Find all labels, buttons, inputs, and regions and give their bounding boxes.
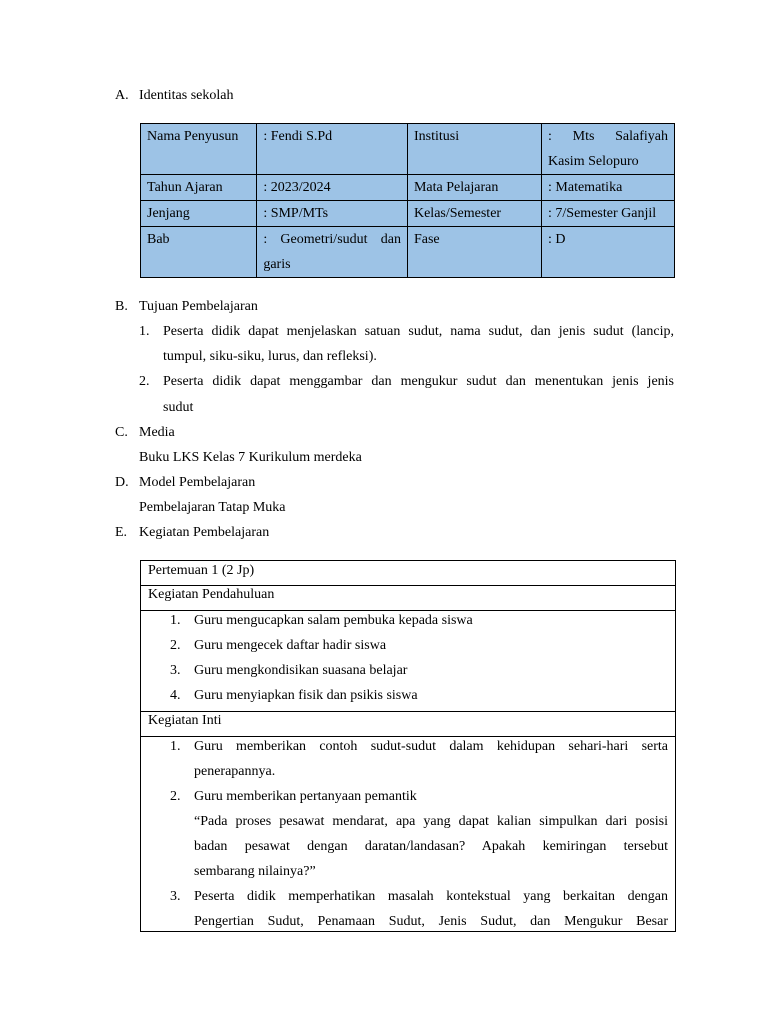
identity-row (141, 124, 675, 175)
objective-number: 1. (139, 324, 150, 339)
identity-key: Mata Pelajaran (407, 175, 541, 201)
list-item-number: 1. (170, 613, 181, 628)
list-item: Guru mengkondisikan suasana belajar (194, 663, 408, 678)
identity-value: : Matematika (542, 175, 675, 201)
core-items-row (141, 737, 675, 931)
list-item: Guru menyiapkan fisik dan psikis siswa (194, 688, 418, 703)
quote-text: “Pada proses pesawat mendarat, apa yang dapat kalian simpulkan dari posisi (194, 814, 668, 829)
intro-items-row (141, 611, 675, 712)
objective-text: sudut (163, 400, 194, 415)
list-item-number: 1. (170, 739, 181, 754)
identity-value: : 7/Semester Ganjil (542, 201, 675, 227)
meeting-row (141, 561, 675, 586)
institution-line1: : Mts Salafiyah (548, 129, 668, 144)
identity-value: : SMP/MTs (257, 201, 408, 227)
list-item: penerapannya. (194, 764, 276, 779)
identity-value: : Fendi S.Pd (257, 124, 408, 175)
identity-table (140, 123, 675, 278)
identity-key: Tahun Ajaran (141, 175, 257, 201)
quote-text: sembarang nilainya?” (194, 864, 316, 879)
objective-text: Peserta didik dapat menjelaskan satuan sudut, nama sudut, dan jenis sudut (lancip, (163, 324, 674, 339)
list-item-number: 3. (170, 663, 181, 678)
identity-key: Fase (407, 227, 541, 278)
core-title-row (141, 712, 675, 737)
list-item: Guru mengecek daftar hadir siswa (194, 638, 387, 653)
identity-value: : 2023/2024 (257, 175, 408, 201)
section-d-title: Model Pembelajaran (139, 475, 256, 490)
intro-title-row (141, 586, 675, 611)
list-item: Guru mengucapkan salam pembuka kepada siswa (194, 613, 473, 628)
list-item-number: 2. (170, 789, 181, 804)
identity-value (542, 124, 675, 175)
list-item-number: 4. (170, 688, 181, 703)
section-c-body: Buku LKS Kelas 7 Kurikulum merdeka (139, 450, 362, 465)
objective-number: 2. (139, 374, 150, 389)
identity-row (141, 227, 675, 278)
identity-row (141, 201, 675, 227)
meeting-label: Pertemuan 1 (2 Jp) (148, 563, 255, 578)
identity-value: : D (542, 227, 675, 278)
section-e-title: Kegiatan Pembelajaran (139, 525, 270, 540)
core-title: Kegiatan Inti (148, 713, 222, 728)
objective-text: Peserta didik dapat menggambar dan mengukur sudut dan menentukan jenis jenis (163, 374, 674, 389)
identity-key: Institusi (407, 124, 541, 175)
section-b-title: Tujuan Pembelajaran (139, 299, 258, 314)
section-a-letter: A. (115, 88, 129, 103)
identity-key: Bab (141, 227, 257, 278)
intro-title: Kegiatan Pendahuluan (148, 587, 275, 602)
identity-value (257, 227, 408, 278)
list-item: Guru memberikan pertanyaan pemantik (194, 789, 417, 804)
section-d-body: Pembelajaran Tatap Muka (139, 500, 286, 515)
list-item: Guru memberikan contoh sudut-sudut dalam kehidupan sehari-hari serta (194, 739, 668, 754)
identity-key: Kelas/Semester (407, 201, 541, 227)
quote-text: badan pesawat dengan daratan/landasan? Apakah kemiringan tersebut (194, 839, 668, 854)
list-item: Peserta didik memperhatikan masalah kontekstual yang berkaitan dengan (194, 889, 668, 904)
list-item-number: 3. (170, 889, 181, 904)
identity-key: Jenjang (141, 201, 257, 227)
chapter-line2: garis (263, 257, 291, 272)
section-c-letter: C. (115, 425, 128, 440)
section-b-letter: B. (115, 299, 128, 314)
section-e-letter: E. (115, 525, 128, 540)
section-a-title: Identitas sekolah (139, 88, 234, 103)
objective-text: tumpul, siku-siku, lurus, dan refleksi). (163, 349, 377, 364)
list-item: Pengertian Sudut, Penamaan Sudut, Jenis Sudut, dan Mengukur Besar (194, 914, 668, 929)
identity-key: Nama Penyusun (141, 124, 257, 175)
section-c-title: Media (139, 425, 175, 440)
institution-line2: Kasim Selopuro (548, 154, 639, 169)
identity-row (141, 175, 675, 201)
activities-table (140, 560, 676, 932)
section-d-letter: D. (115, 475, 129, 490)
list-item-number: 2. (170, 638, 181, 653)
chapter-line1: : Geometri/sudut dan (263, 232, 401, 247)
